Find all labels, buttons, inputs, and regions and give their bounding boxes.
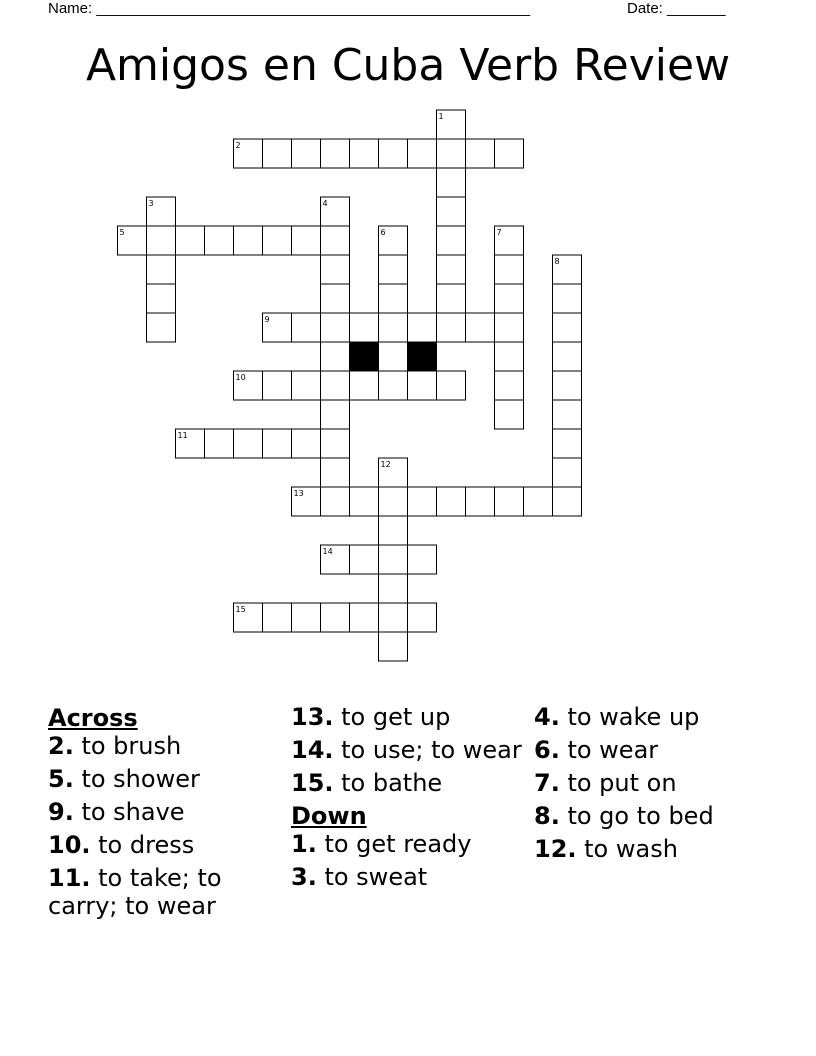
crossword-cell[interactable]	[495, 313, 524, 342]
clue-text: to use; to wear	[333, 736, 522, 764]
crossword-cell[interactable]	[205, 429, 234, 458]
crossword-cell[interactable]	[321, 313, 350, 342]
crossword-cell[interactable]	[234, 226, 263, 255]
crossword-cell[interactable]	[350, 139, 379, 168]
crossword-cell[interactable]	[437, 487, 466, 516]
clue-number-label: 4	[322, 199, 328, 208]
crossword-cell[interactable]	[379, 139, 408, 168]
crossword-cell[interactable]	[495, 342, 524, 371]
crossword-cell[interactable]	[466, 313, 495, 342]
crossword-cell[interactable]	[553, 487, 582, 516]
crossword-cell[interactable]	[379, 458, 408, 487]
crossword-cell[interactable]	[379, 545, 408, 574]
clue-number-label: 5	[119, 228, 125, 237]
crossword-cell[interactable]	[553, 342, 582, 371]
clue-item	[534, 835, 774, 863]
crossword-cell[interactable]	[292, 487, 321, 516]
crossword-cell[interactable]	[408, 313, 437, 342]
crossword-cell[interactable]	[437, 284, 466, 313]
clue-number-label: 14	[322, 547, 333, 556]
crossword-cell[interactable]	[205, 226, 234, 255]
crossword-cell[interactable]	[147, 255, 176, 284]
crossword-cell[interactable]	[495, 400, 524, 429]
crossword-cell[interactable]	[437, 168, 466, 197]
clue-text: to bathe	[333, 769, 443, 797]
crossword-cell[interactable]	[553, 458, 582, 487]
clue-number-label: 9	[264, 315, 270, 324]
clue-item	[291, 769, 526, 797]
crossword-cell[interactable]	[321, 284, 350, 313]
crossword-cell[interactable]	[379, 371, 408, 400]
crossword-cell[interactable]	[553, 255, 582, 284]
clue-number-label: 6	[380, 228, 386, 237]
clue-number: 9.	[48, 798, 74, 826]
crossword-cell[interactable]	[379, 342, 408, 371]
crossword-cell[interactable]	[553, 400, 582, 429]
clue-item	[48, 831, 283, 859]
crossword-cell[interactable]	[321, 371, 350, 400]
clue-number-label: 11	[177, 431, 188, 440]
clue-number: 12.	[534, 835, 577, 863]
crossword-cell[interactable]	[379, 226, 408, 255]
across-heading: Across	[48, 704, 138, 732]
clue-text: to put on	[559, 769, 677, 797]
clue-number: 7.	[534, 769, 560, 797]
crossword-cell[interactable]	[553, 429, 582, 458]
crossword-cell[interactable]	[321, 487, 350, 516]
page-title: Amigos en Cuba Verb Review	[85, 40, 731, 91]
crossword-cell[interactable]	[292, 603, 321, 632]
clue-number-label: 13	[293, 489, 304, 498]
clue-text: to wear	[559, 736, 659, 764]
clue-text: to shave	[73, 798, 185, 826]
crossword-cell[interactable]	[234, 139, 263, 168]
crossword-cell[interactable]	[263, 226, 292, 255]
clue-text: to wake up	[559, 703, 700, 731]
clue-number-label: 1	[438, 112, 444, 121]
crossword-cell[interactable]	[466, 139, 495, 168]
crossword-cell[interactable]	[263, 371, 292, 400]
crossword-cell[interactable]	[321, 603, 350, 632]
clue-number: 13.	[291, 703, 334, 731]
crossword-cell[interactable]	[379, 255, 408, 284]
crossword-cell[interactable]	[466, 487, 495, 516]
down-heading: Down	[291, 802, 367, 830]
crossword-cell[interactable]	[321, 400, 350, 429]
crossword-cell[interactable]	[321, 342, 350, 371]
crossword-cell[interactable]	[379, 284, 408, 313]
clue-number: 14.	[291, 736, 334, 764]
crossword-cell[interactable]	[292, 139, 321, 168]
crossword-cell[interactable]	[553, 313, 582, 342]
clue-number: 5.	[48, 765, 74, 793]
clue-item	[291, 830, 526, 858]
crossword-cell[interactable]	[408, 487, 437, 516]
crossword-cell[interactable]	[147, 313, 176, 342]
crossword-cell[interactable]	[408, 545, 437, 574]
crossword-cell[interactable]	[147, 226, 176, 255]
crossword-cell[interactable]	[263, 313, 292, 342]
crossword-cell[interactable]	[437, 313, 466, 342]
crossword-block	[350, 342, 379, 371]
clue-text: to brush	[73, 732, 182, 760]
clue-item	[534, 769, 774, 797]
clue-number-label: 8	[554, 257, 560, 266]
crossword-cell[interactable]	[495, 487, 524, 516]
clue-number: 3.	[291, 863, 317, 891]
crossword-cell[interactable]	[495, 226, 524, 255]
crossword-cell[interactable]	[437, 197, 466, 226]
crossword-cell[interactable]	[495, 284, 524, 313]
crossword-cell[interactable]	[292, 371, 321, 400]
date-field-label: Date: _______	[627, 0, 726, 17]
crossword-cell[interactable]	[350, 487, 379, 516]
crossword-cell[interactable]	[495, 255, 524, 284]
crossword-cell[interactable]	[379, 487, 408, 516]
crossword-cell[interactable]	[147, 197, 176, 226]
crossword-cell[interactable]	[408, 603, 437, 632]
crossword-cell[interactable]	[176, 226, 205, 255]
crossword-cell[interactable]	[408, 139, 437, 168]
crossword-cell[interactable]	[321, 197, 350, 226]
crossword-cell[interactable]	[379, 603, 408, 632]
crossword-cell[interactable]	[321, 545, 350, 574]
crossword-cell[interactable]	[118, 226, 147, 255]
crossword-cell[interactable]	[379, 574, 408, 603]
clue-item	[291, 703, 526, 731]
crossword-cell[interactable]	[553, 284, 582, 313]
clue-item	[534, 703, 774, 731]
crossword-cell[interactable]	[495, 371, 524, 400]
clue-number-label: 2	[235, 141, 241, 150]
crossword-cell[interactable]	[495, 139, 524, 168]
clue-number: 8.	[534, 802, 560, 830]
clue-number: 6.	[534, 736, 560, 764]
crossword-cell[interactable]	[437, 371, 466, 400]
crossword-cell[interactable]	[437, 139, 466, 168]
crossword-cell[interactable]	[234, 603, 263, 632]
clue-number-label: 3	[148, 199, 154, 208]
crossword-cell[interactable]	[321, 226, 350, 255]
clue-item	[48, 798, 283, 826]
crossword-cell[interactable]	[234, 371, 263, 400]
clue-number: 4.	[534, 703, 560, 731]
clue-item	[534, 802, 774, 830]
crossword-cell[interactable]	[553, 371, 582, 400]
crossword-cell[interactable]	[350, 545, 379, 574]
clue-item	[291, 736, 526, 764]
name-field-label: Name: ____________________________________________________	[48, 0, 531, 17]
crossword-cell[interactable]	[437, 110, 466, 139]
clue-number: 10.	[48, 831, 91, 859]
clue-number-label: 7	[496, 228, 502, 237]
clue-item	[291, 863, 526, 891]
crossword-cell[interactable]	[292, 429, 321, 458]
clue-text: to dress	[90, 831, 195, 859]
crossword-cell[interactable]	[350, 313, 379, 342]
clue-number-label: 10	[235, 373, 246, 382]
clue-text: to go to bed	[559, 802, 714, 830]
clue-item	[48, 732, 283, 760]
crossword-cell[interactable]	[321, 255, 350, 284]
clue-number: 11.	[48, 864, 91, 892]
crossword-block	[408, 342, 437, 371]
crossword-cell[interactable]	[350, 603, 379, 632]
crossword-cell[interactable]	[321, 458, 350, 487]
clue-number-label: 15	[235, 605, 246, 614]
crossword-cell[interactable]	[321, 429, 350, 458]
clue-column-2	[291, 703, 526, 896]
clue-column-3	[534, 703, 774, 868]
crossword-cell[interactable]	[321, 139, 350, 168]
clue-number: 2.	[48, 732, 74, 760]
clue-number-label: 12	[380, 460, 391, 469]
crossword-cell[interactable]	[147, 284, 176, 313]
clue-item	[48, 864, 283, 920]
crossword-cell[interactable]	[263, 603, 292, 632]
crossword-cell[interactable]	[292, 313, 321, 342]
clue-text: to get ready	[316, 830, 472, 858]
clue-item	[48, 765, 283, 793]
clue-item	[534, 736, 774, 764]
clue-text: to sweat	[316, 863, 428, 891]
clue-column-1	[48, 703, 283, 925]
crossword-cell[interactable]	[263, 429, 292, 458]
clue-text: to take; to carry; to wear	[48, 864, 222, 920]
crossword-cell[interactable]	[350, 371, 379, 400]
clue-number: 15.	[291, 769, 334, 797]
crossword-cell[interactable]	[379, 313, 408, 342]
crossword-cell[interactable]	[408, 371, 437, 400]
crossword-cell[interactable]	[379, 516, 408, 545]
clue-number: 1.	[291, 830, 317, 858]
crossword-cell[interactable]	[437, 255, 466, 284]
crossword-cell[interactable]	[292, 226, 321, 255]
crossword-cell[interactable]	[379, 632, 408, 661]
clue-text: to get up	[333, 703, 451, 731]
clue-text: to wash	[576, 835, 678, 863]
crossword-cell[interactable]	[524, 487, 553, 516]
crossword-cell[interactable]	[437, 226, 466, 255]
crossword-cell[interactable]	[176, 429, 205, 458]
crossword-cell[interactable]	[263, 139, 292, 168]
crossword-cell[interactable]	[234, 429, 263, 458]
clue-text: to shower	[73, 765, 200, 793]
